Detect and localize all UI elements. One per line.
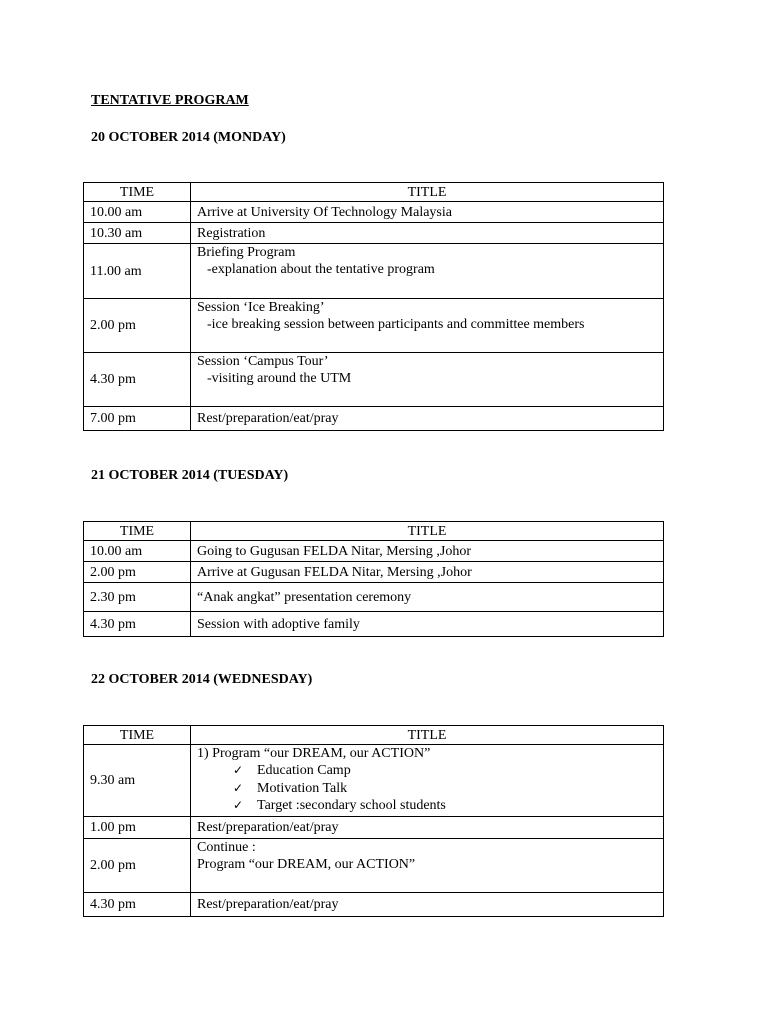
- table-row: [84, 244, 664, 299]
- title-cell: [191, 745, 664, 817]
- checklist-item-label: Motivation Talk: [257, 780, 348, 796]
- table-row: [84, 541, 664, 562]
- checklist: [197, 762, 657, 815]
- title-cell: Going to Gugusan FELDA Nitar, Mersing ,Johor: [191, 541, 664, 562]
- title-column-header: TITLE: [191, 522, 664, 541]
- day3-schedule-table: [83, 725, 664, 917]
- day1-date: 20 OCTOBER 2014 (MONDAY): [91, 130, 286, 145]
- checkmark-icon: ✓: [233, 780, 244, 795]
- table-row: [84, 299, 664, 353]
- table-row: [84, 407, 664, 431]
- table-row: [84, 562, 664, 583]
- day2-schedule-table: [83, 521, 664, 637]
- time-column-header: TIME: [84, 726, 191, 745]
- title-cell: Rest/preparation/eat/pray: [191, 817, 664, 839]
- detail-text: -explanation about the tentative program: [207, 262, 435, 277]
- time-cell: 11.00 am: [84, 244, 191, 299]
- title-cell: [191, 839, 664, 893]
- time-cell: 1.00 pm: [84, 817, 191, 839]
- checklist-item-label: Target :secondary school students: [257, 798, 446, 813]
- table-row: [84, 839, 664, 893]
- table-row: [84, 353, 664, 407]
- title-column-header: TITLE: [191, 726, 664, 745]
- table-header-row: [84, 726, 664, 745]
- title-cell: [191, 299, 664, 353]
- day2-date: 21 OCTOBER 2014 (TUESDAY): [91, 468, 289, 483]
- time-cell: 7.00 pm: [84, 407, 191, 431]
- title-cell: Arrive at University Of Technology Malaysia: [191, 202, 664, 223]
- checklist-item-label: Education Camp: [257, 763, 351, 778]
- table-header-row: [84, 183, 664, 202]
- time-cell: 4.30 pm: [84, 353, 191, 407]
- time-cell: 2.00 pm: [84, 839, 191, 893]
- table-row: [84, 202, 664, 223]
- time-cell: 10.00 am: [84, 541, 191, 562]
- table-row: [84, 745, 664, 817]
- time-column-header: TIME: [84, 183, 191, 202]
- title-cell: “Anak angkat” presentation ceremony: [191, 583, 664, 612]
- title-text: Session ‘Campus Tour’: [197, 354, 329, 369]
- detail-text: -ice breaking session between participants and committee members: [207, 317, 585, 332]
- checkmark-icon: ✓: [233, 798, 244, 812]
- table-row: [84, 817, 664, 839]
- table-header-row: [84, 522, 664, 541]
- time-cell: 10.30 am: [84, 223, 191, 244]
- table-row: [84, 223, 664, 244]
- checklist-item: [233, 797, 657, 815]
- title-text: Continue :: [197, 840, 256, 855]
- title-column-header: TITLE: [191, 183, 664, 202]
- time-cell: 4.30 pm: [84, 893, 191, 917]
- detail-text: -visiting around the UTM: [207, 371, 352, 386]
- table-row: [84, 893, 664, 917]
- day3-date: 22 OCTOBER 2014 (WEDNESDAY): [91, 672, 313, 687]
- title-cell: Rest/preparation/eat/pray: [191, 893, 664, 917]
- day1-schedule-table: [83, 182, 664, 431]
- table-row: [84, 612, 664, 637]
- title-cell: Rest/preparation/eat/pray: [191, 407, 664, 431]
- checklist-item: [233, 780, 657, 798]
- time-cell: 2.30 pm: [84, 583, 191, 612]
- title-cell: Registration: [191, 223, 664, 244]
- time-column-header: TIME: [84, 522, 191, 541]
- title-cell: Session with adoptive family: [191, 612, 664, 637]
- detail-text: Program “our DREAM, our ACTION”: [197, 857, 416, 872]
- time-cell: 2.00 pm: [84, 562, 191, 583]
- checklist-item: [233, 762, 657, 780]
- title-text: Session ‘Ice Breaking’: [197, 300, 325, 315]
- table-row: [84, 583, 664, 612]
- time-cell: 2.00 pm: [84, 299, 191, 353]
- title-text: 1) Program “our DREAM, our ACTION”: [197, 746, 431, 761]
- title-cell: [191, 353, 664, 407]
- time-cell: 4.30 pm: [84, 612, 191, 637]
- title-cell: [191, 244, 664, 299]
- checkmark-icon: ✓: [233, 763, 244, 777]
- time-cell: 9.30 am: [84, 745, 191, 817]
- title-text: Briefing Program: [197, 245, 296, 260]
- page-title: TENTATIVE PROGRAM: [91, 93, 249, 108]
- time-cell: 10.00 am: [84, 202, 191, 223]
- title-cell: Arrive at Gugusan FELDA Nitar, Mersing ,Johor: [191, 562, 664, 583]
